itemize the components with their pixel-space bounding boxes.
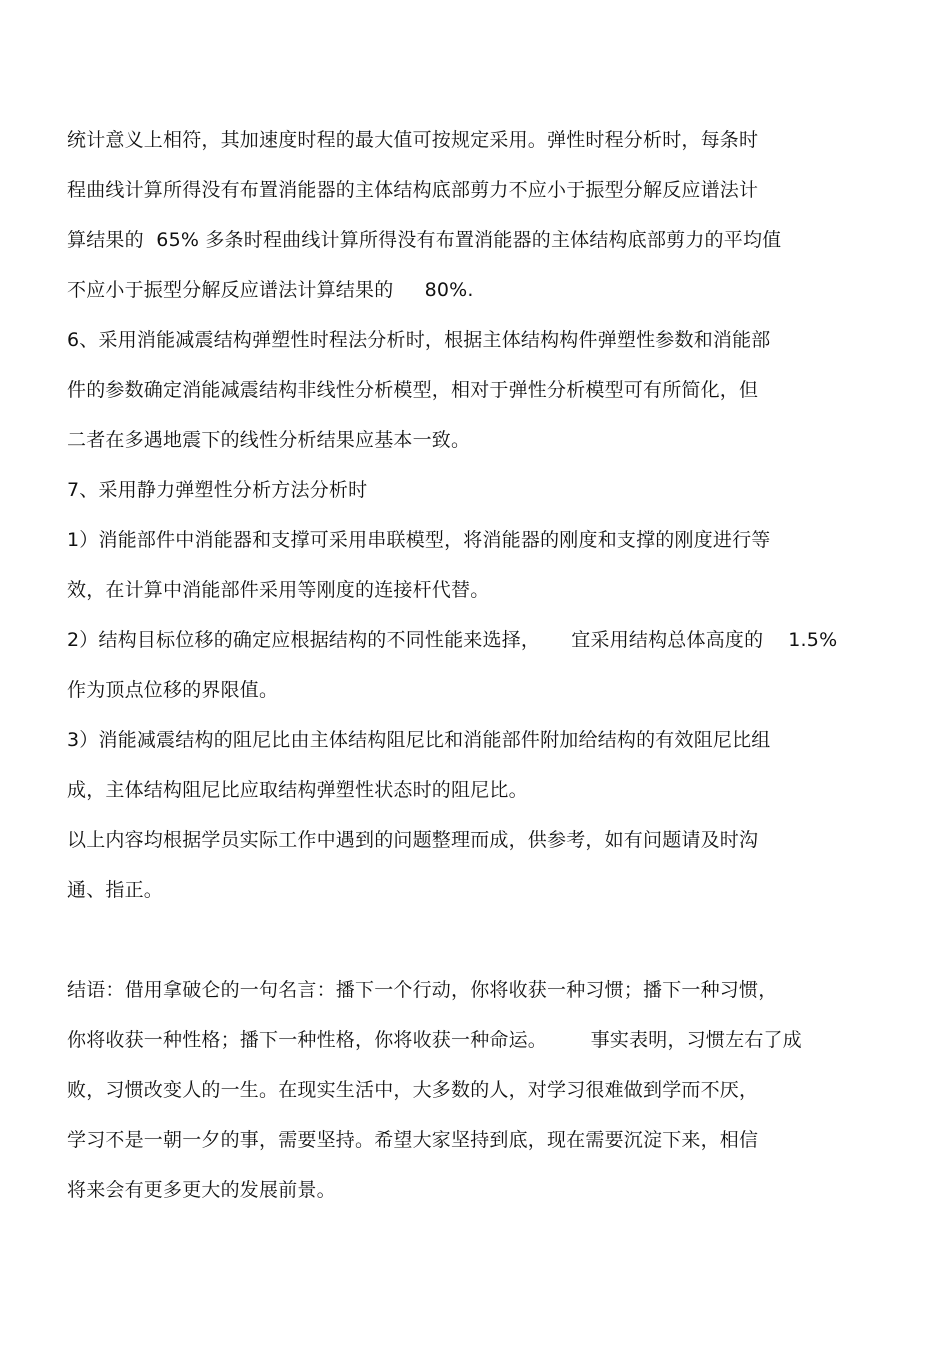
section-heading: 7、采用静力弹塑性分析方法分析时 — [67, 479, 368, 501]
paragraph-line: 3）消能减震结构的阻尼比由主体结构阻尼比和消能部件附加给结构的有效阻尼比组 — [67, 729, 771, 751]
paragraph-line: 算结果的 65% 多条时程曲线计算所得没有布置消能器的主体结构底部剪力的平均值 — [67, 229, 782, 251]
conclusion-line: 败，习惯改变人的一生。在现实生活中，大多数的人，对学习很难做到学而不厌， — [67, 1079, 759, 1101]
conclusion-line: 结语：借用拿破仑的一句名言：播下一个行动，你将收获一种习惯；播下一种习惯， — [67, 979, 778, 1001]
conclusion-line: 你将收获一种性格；播下一种性格，你将收获一种命运。 事实表明，习惯左右了成 — [67, 1029, 802, 1051]
paragraph-line: 件的参数确定消能减震结构非线性分析模型，相对于弹性分析模型可有所简化，但 — [67, 379, 759, 401]
paragraph-line: 不应小于振型分解反应谱法计算结果的 80%. — [67, 279, 474, 301]
paragraph-line: 作为顶点位移的界限值。 — [67, 679, 279, 701]
paragraph-line: 成，主体结构阻尼比应取结构弹塑性状态时的阻尼比。 — [67, 779, 528, 801]
paragraph-line: 以上内容均根据学员实际工作中遇到的问题整理而成，供参考，如有问题请及时沟 — [67, 829, 759, 851]
conclusion-line: 学习不是一朝一夕的事，需要坚持。希望大家坚持到底，现在需要沉淀下来，相信 — [67, 1129, 759, 1151]
paragraph-line: 程曲线计算所得没有布置消能器的主体结构底部剪力不应小于振型分解反应谱法计 — [67, 179, 759, 201]
paragraph-line: 统计意义上相符，其加速度时程的最大值可按规定采用。弹性时程分析时，每条时 — [67, 129, 759, 151]
conclusion-line: 将来会有更多更大的发展前景。 — [67, 1179, 336, 1201]
paragraph-line: 二者在多遇地震下的线性分析结果应基本一致。 — [67, 429, 471, 451]
paragraph-line: 6、采用消能减震结构弹塑性时程法分析时，根据主体结构构件弹塑性参数和消能部 — [67, 329, 771, 351]
paragraph-line: 通、指正。 — [67, 879, 164, 901]
paragraph-line: 1）消能部件中消能器和支撑可采用串联模型，将消能器的刚度和支撑的刚度进行等 — [67, 529, 771, 551]
paragraph-line: 2）结构目标位移的确定应根据结构的不同性能来选择， 宜采用结构总体高度的 1.5% — [67, 629, 838, 651]
paragraph-line: 效，在计算中消能部件采用等刚度的连接杆代替。 — [67, 579, 490, 601]
